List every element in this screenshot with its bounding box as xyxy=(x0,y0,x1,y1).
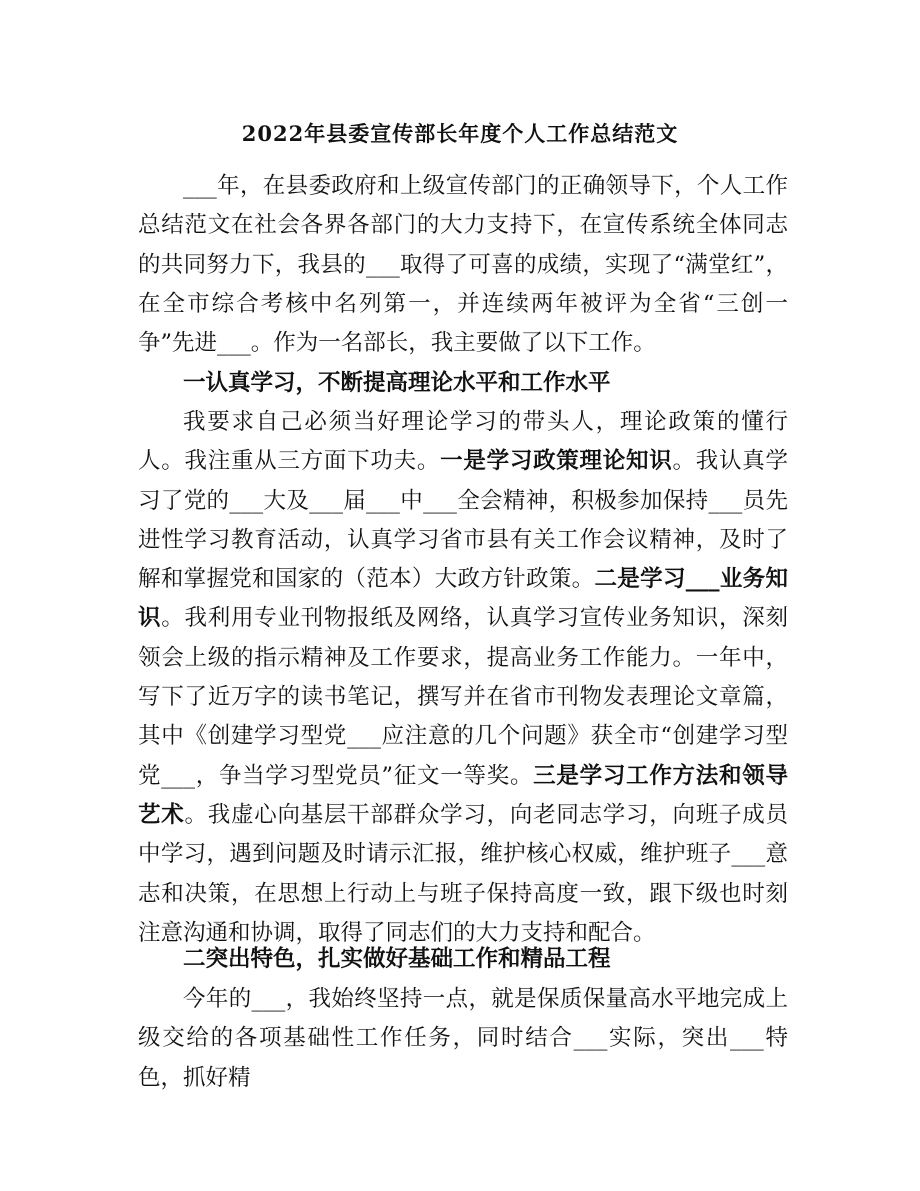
point-1-bold: 一是学习政策理论知识 xyxy=(440,448,673,475)
section-1-body xyxy=(138,403,788,953)
section-1-text-1: 我要求自己必须当好理论学习的带头人，理论政策的懂行人。我注重从三方面下功夫。 xyxy=(138,409,788,475)
section-1-text-3: 。我利用专业刊物报纸及网络，认真学习宣传业务知识，深刻领会上级的指示精神及工作要求，提高业务工作能力。一年中，写下了近万字的读书笔记，撰写并在省市刊物发表理论文章篇，其中《创建学习型党___应注意的几个问题》获全市“创建学习型党___，争当学习型党员”征文一等奖。 xyxy=(138,605,788,789)
point-2-bold: 二是学习___业务知识 xyxy=(138,566,788,632)
intro-paragraph: ___年，在县委政府和上级宣传部门的正确领导下，个人工作总结范文在社会各界各部门的大力支持下，在宣传系统全体同志的共同努力下，我县的___取得了可喜的成绩，实现了“满堂红”，在全市综合考核中名列第一，并连续两年被评为全省“三创一争”先进___。作为一名部长，我主要做了以下工作。 xyxy=(138,173,788,357)
section-2-heading: 二突出特色，扎实做好基础工作和精品工程 xyxy=(183,946,611,972)
section-2-body: 今年的___，我始终坚持一点，就是保质保量高水平地完成上级交给的各项基础性工作任务，同时结合___实际，突出___特色，抓好精 xyxy=(138,986,788,1091)
section-1-heading: 一认真学习，不断提高理论水平和工作水平 xyxy=(183,370,611,396)
point-3-bold: 三是学习工作方法和领导艺术 xyxy=(138,762,788,828)
section-1-text-2: 。我认真学习了党的___大及___届___中___全会精神，积极参加保持___员先进性学习教育活动，认真学习省市县有关工作会议精神，及时了解和掌握党和国家的（范本）大政方针政策。 xyxy=(138,448,788,593)
section-1-text-4: 。我虚心向基层干部群众学习，向老同志学习，向班子成员中学习，遇到问题及时请示汇报，维护核心权威，维护班子___意志和决策，在思想上行动上与班子保持高度一致，跟下级也时刻注意沟通和协调，取得了同志们的大力支持和配合。 xyxy=(138,801,788,946)
document-title: 2022年县委宣传部长年度个人工作总结范文 xyxy=(241,121,679,146)
